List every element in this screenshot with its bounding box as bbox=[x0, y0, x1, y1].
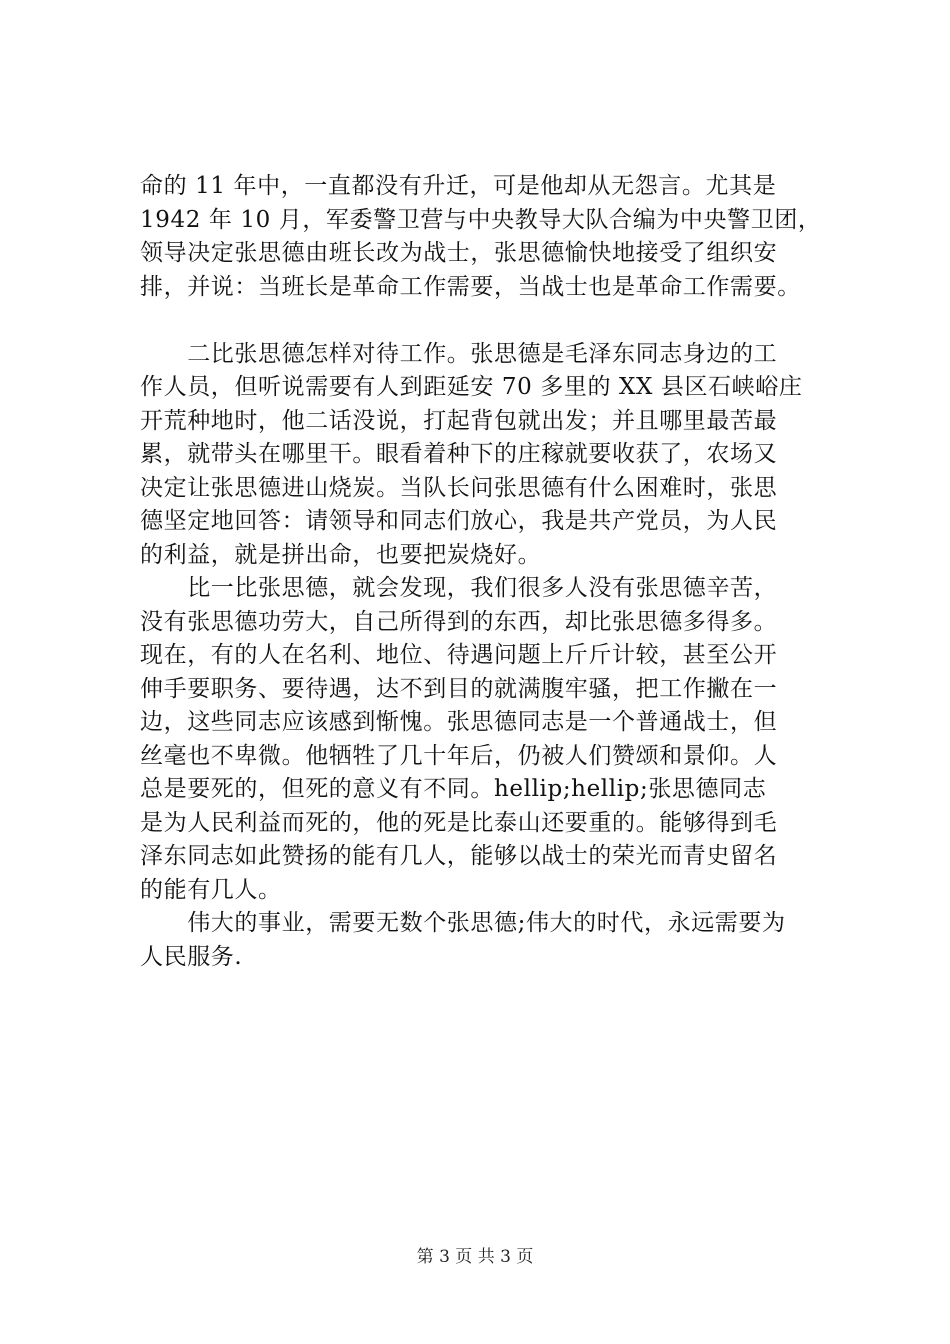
text-line: 排，并说：当班长是革命工作需要，当战士也是革命工作需要。 bbox=[140, 273, 801, 300]
text-line: 伟大的事业，需要无数个张思德;伟大的时代，永远需要为 bbox=[140, 910, 786, 936]
text-line: 德坚定地回答：请领导和同志们放心，我是共产党员，为人民 bbox=[140, 508, 778, 534]
text-line: 的利益，就是拼出命，也要把炭烧好。 bbox=[140, 541, 542, 568]
text-line: 的能有几人。 bbox=[140, 876, 282, 903]
text-line: 没有张思德功劳大，自己所得到的东西，却比张思德多得多。 bbox=[140, 608, 778, 635]
text-line: 人民服务. bbox=[140, 943, 243, 970]
text-line: 丝毫也不卑微。他牺牲了几十年后，仍被人们赞颂和景仰。人 bbox=[140, 742, 778, 769]
text-line: 开荒种地时，他二话没说，打起背包就出发；并且哪里最苦最 bbox=[140, 407, 778, 434]
text-line: 1942 年 10 月，军委警卫营与中央教导大队合编为中央警卫团， bbox=[140, 206, 822, 233]
text-line: 现在，有的人在名利、地位、待遇问题上斤斤计较，甚至公开 bbox=[140, 642, 778, 668]
paragraph-block-2 bbox=[140, 338, 840, 975]
text-line: 命的 11 年中，一直都没有升迁，可是他却从无怨言。尤其是 bbox=[140, 173, 777, 199]
text-line: 比一比张思德，就会发现，我们很多人没有张思德辛苦， bbox=[140, 575, 778, 601]
text-line: 决定让张思德进山烧炭。当队长问张思德有什么困难时，张思 bbox=[140, 474, 778, 501]
text-line: 二比张思德怎样对待工作。张思德是毛泽东同志身边的工 bbox=[140, 340, 778, 367]
text-line: 领导决定张思德由班长改为战士，张思德愉快地接受了组织安 bbox=[140, 240, 778, 266]
text-line: 总是要死的，但死的意义有不同。hellip;hellip;张思德同志 bbox=[140, 776, 767, 802]
text-line: 伸手要职务、要待遇，达不到目的就满腹牢骚，把工作撇在一 bbox=[140, 675, 778, 702]
document-body bbox=[140, 170, 840, 974]
paragraph-gap bbox=[140, 304, 840, 338]
paragraph-block-1 bbox=[140, 170, 840, 304]
text-line: 边，这些同志应该感到惭愧。张思德同志是一个普通战士，但 bbox=[140, 709, 778, 735]
text-line: 作人员，但听说需要有人到距延安 70 多里的 XX 县区石峡峪庄 bbox=[140, 374, 803, 400]
page-footer: 第 3 页 共 3 页 bbox=[416, 1247, 534, 1267]
text-line: 累，就带头在哪里干。眼看着种下的庄稼就要收获了，农场又 bbox=[140, 441, 778, 467]
text-line: 泽东同志如此赞扬的能有几人，能够以战士的荣光而青史留名 bbox=[140, 843, 778, 869]
text-line: 是为人民利益而死的，他的死是比泰山还要重的。能够得到毛 bbox=[140, 809, 778, 836]
